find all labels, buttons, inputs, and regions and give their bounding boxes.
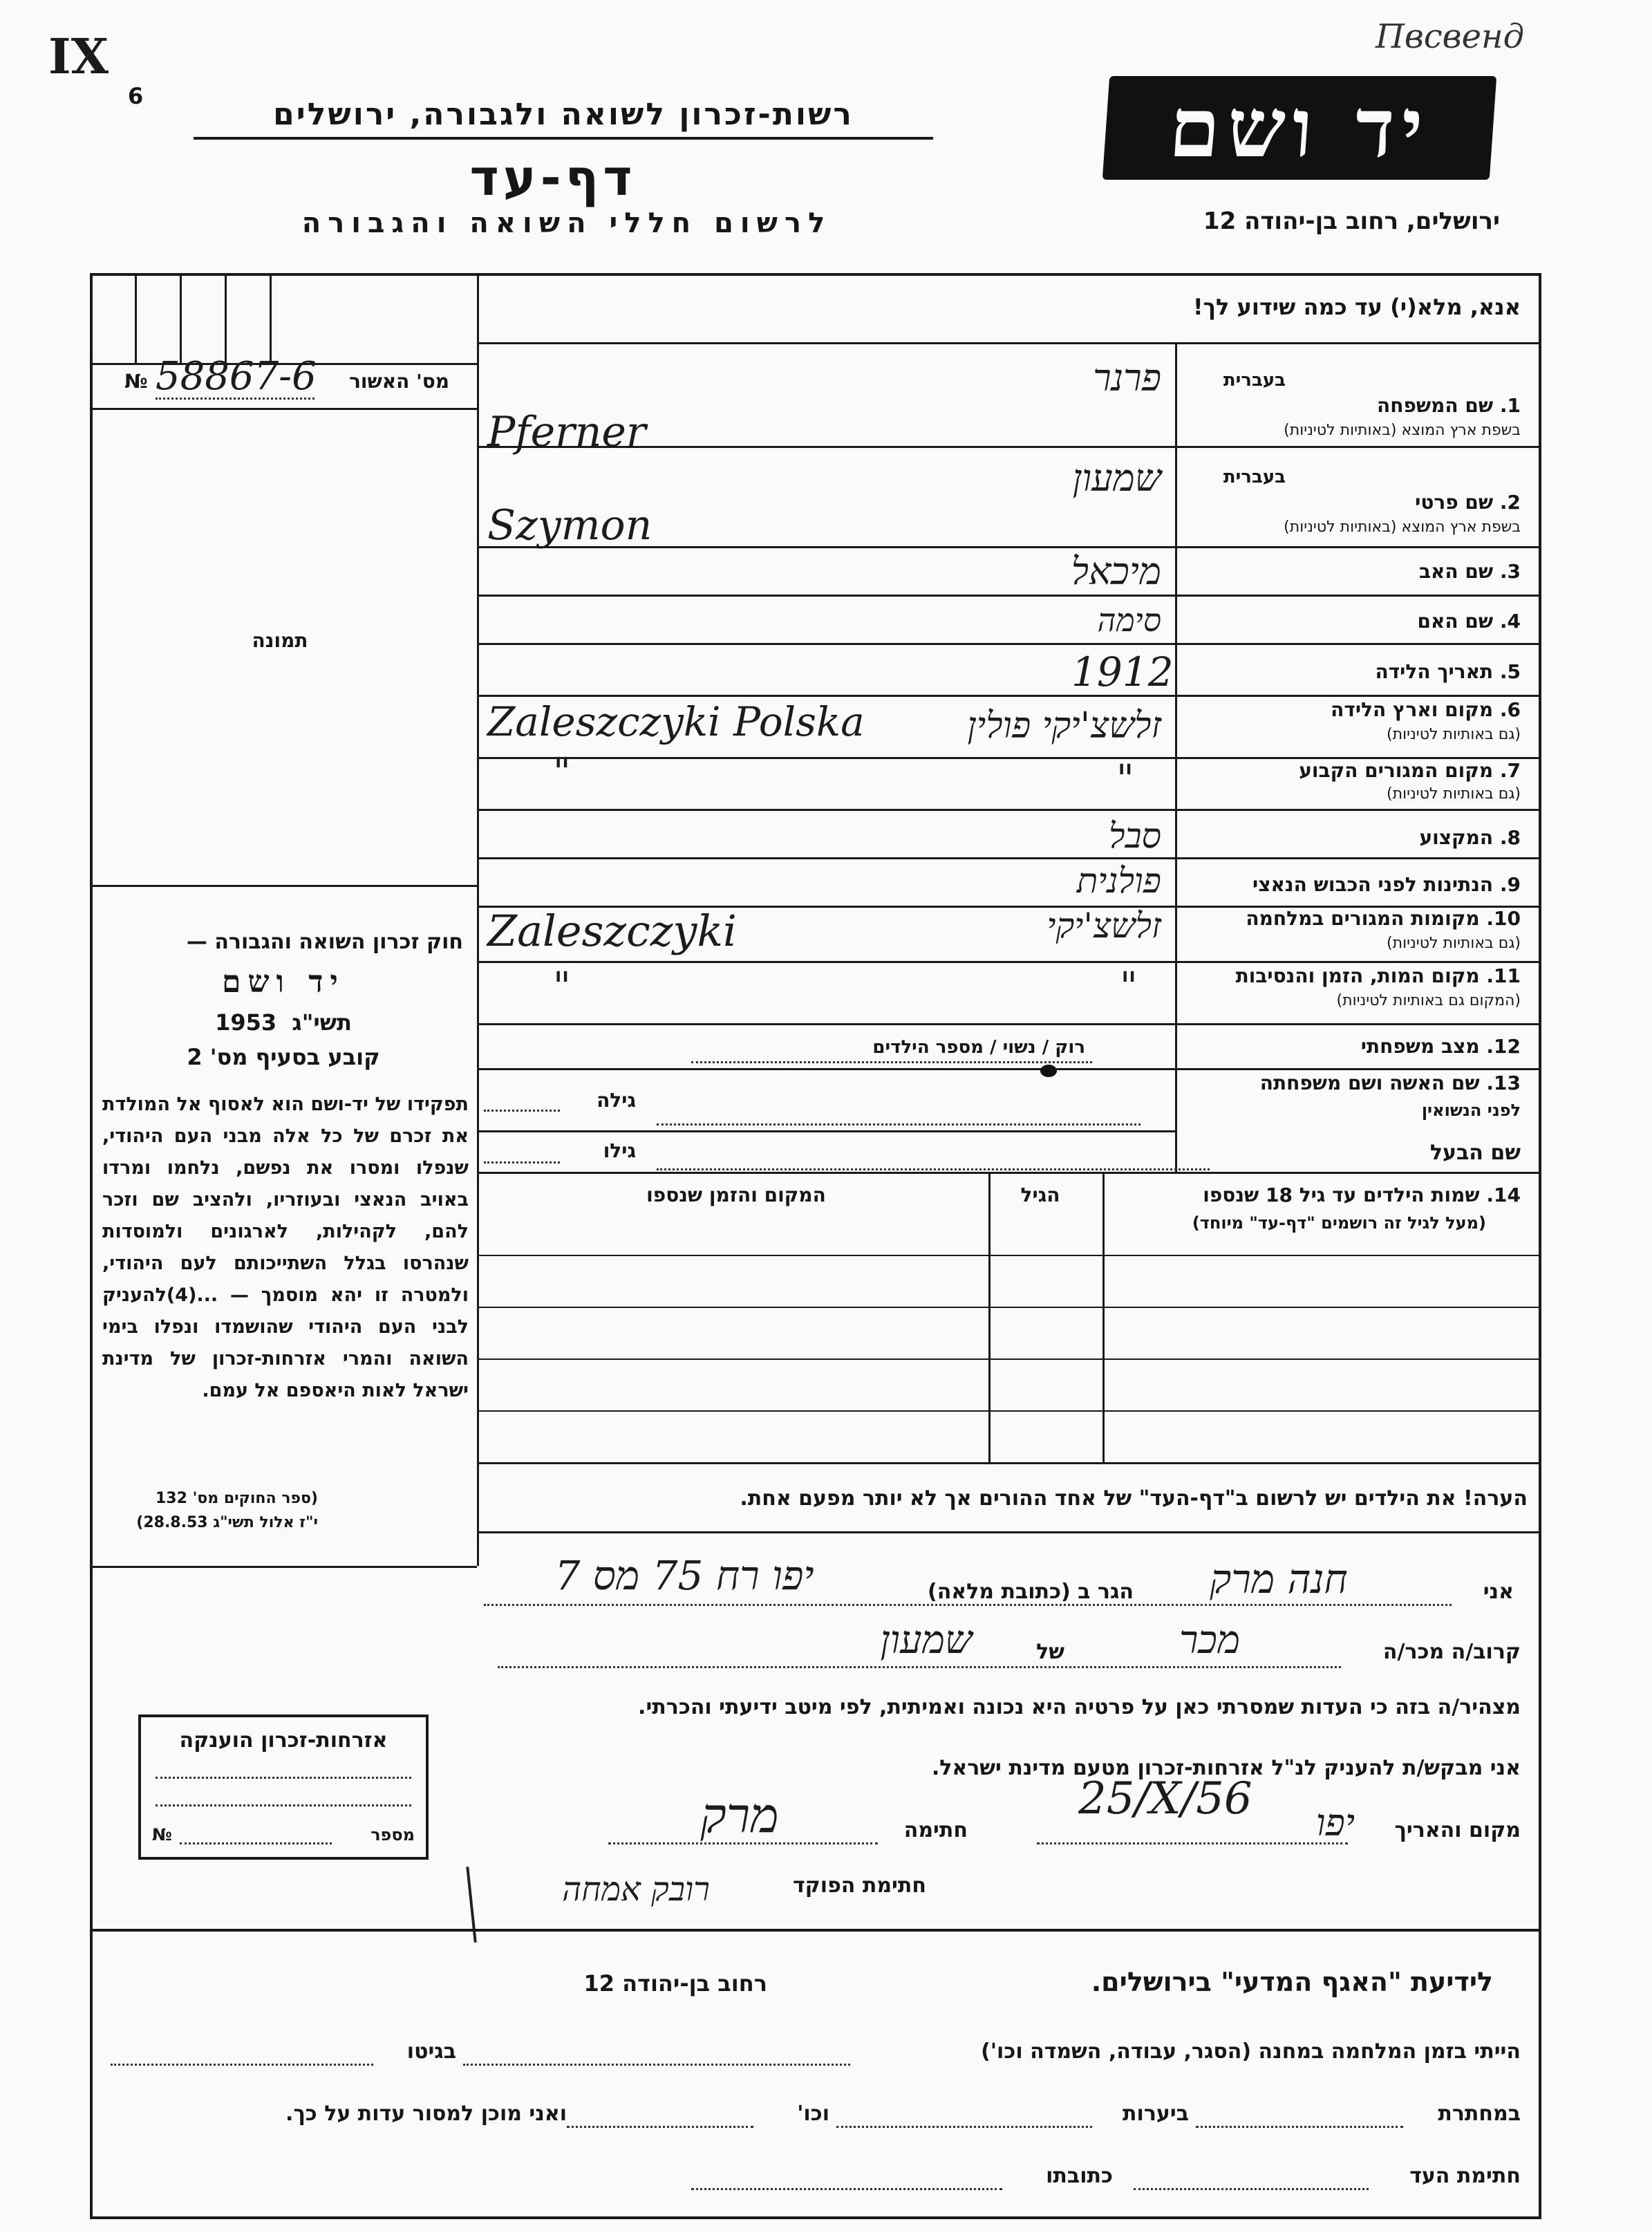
declarant-name: חנה מרק xyxy=(1210,1555,1348,1603)
photo-label: תמונה xyxy=(252,629,308,652)
husband-name-dotted xyxy=(657,1168,1210,1170)
declarant-address: יפו רח 75 מס 7 xyxy=(554,1552,814,1599)
law-year-hebrew: תשי"ג xyxy=(292,1009,352,1036)
field-12-num: 12. xyxy=(1486,1035,1521,1058)
field-11-ditto-a: " xyxy=(1120,964,1138,1009)
law-ref-1: (ספר החוקים מס' 132 xyxy=(155,1490,318,1507)
citizenship-dotted xyxy=(156,1777,411,1779)
hebrew-tag-1: בעברית xyxy=(1223,370,1286,391)
witness-sig-dotted xyxy=(1134,2188,1369,2190)
authority-name: רשות-זכרון לשואה ולגבורה, ירושלים xyxy=(273,97,854,132)
children-note: (מעל לגיל זה רושמים "דף-עד" מיוחד) xyxy=(1192,1213,1486,1233)
id-box-tick xyxy=(135,273,137,363)
field-6-label xyxy=(1189,698,1521,721)
approval-dotted xyxy=(156,398,315,400)
field-10-sub: (גם באותיות לטיניות) xyxy=(1387,935,1521,952)
rule xyxy=(477,1068,1541,1070)
rule xyxy=(477,643,1541,645)
top-right-stamp: Пвсвенд xyxy=(1376,17,1525,56)
signature-dotted xyxy=(608,1842,878,1844)
field-7-sub: (גם באותיות לטיניות) xyxy=(1387,785,1521,803)
field-9-num: 9. xyxy=(1499,873,1521,896)
of-name-value: שמעון xyxy=(880,1618,973,1663)
field-5-label xyxy=(1189,660,1521,683)
field-12-text: מצב משפחתי xyxy=(1360,1035,1480,1058)
id-box-tick xyxy=(180,273,182,363)
citizenship-dotted xyxy=(156,1804,411,1806)
bottom-address: רחוב בן-יהודה 12 xyxy=(583,1970,767,1997)
field-8-text: המקצוע xyxy=(1419,826,1494,849)
signature-label: חתימה xyxy=(903,1818,968,1842)
rule xyxy=(477,1462,1541,1464)
field-6-sub: (גם באותיות לטיניות) xyxy=(1387,726,1521,743)
logo-text: יד ושם xyxy=(1166,80,1433,176)
field-3-label xyxy=(1189,560,1521,583)
age-header: הגיל xyxy=(1020,1184,1060,1206)
corner-mark: IX xyxy=(48,28,109,85)
field-1-value-latin: Pferner xyxy=(487,408,646,456)
field-9-text: הנתינות לפני הכבוש הנאצי xyxy=(1252,873,1494,896)
field-1-num: 1. xyxy=(1499,394,1521,417)
law-logo: יד ושם xyxy=(222,964,345,1000)
rule xyxy=(477,695,1541,697)
camp-dotted xyxy=(463,2064,850,2066)
rule xyxy=(90,885,477,887)
field-1-text: שם המשפחה xyxy=(1377,394,1494,417)
field-7-label xyxy=(1189,759,1521,782)
relation-dotted xyxy=(498,1666,1341,1668)
rule xyxy=(477,342,1541,344)
field-11-ditto-b: " xyxy=(553,964,571,1009)
field-8-label xyxy=(1189,826,1521,849)
husband-label: שם הבעל xyxy=(1429,1141,1521,1165)
field-12-label xyxy=(1189,1035,1521,1058)
citizenship-num-dotted xyxy=(180,1842,332,1844)
place-header: המקום והזמן שנספו xyxy=(646,1184,826,1206)
rule xyxy=(477,1023,1541,1025)
field-9-label xyxy=(1179,873,1521,896)
boy-age-label: גילו xyxy=(603,1139,636,1162)
children-num: 14. xyxy=(1486,1184,1521,1206)
bottom-title: לידיעת "האגף המדעי" בירושלים. xyxy=(1091,1967,1493,1997)
field-13-text: שם האשה ושם משפחתה xyxy=(1259,1072,1480,1094)
date-value: 25/X/56 xyxy=(1078,1773,1252,1824)
field-2-value-hebrew: שמעון xyxy=(1072,456,1161,500)
relation-value: מכר xyxy=(1179,1618,1241,1663)
address-dotted xyxy=(484,1604,1452,1606)
hebrew-tag-2: בעברית xyxy=(1223,467,1286,487)
field-12-options: רוק / נשוי / מספר הילדים xyxy=(872,1037,1085,1058)
underground-dotted xyxy=(1196,2126,1403,2128)
decl-living-at: הגר ב (כתובת מלאה) xyxy=(927,1580,1134,1604)
rule xyxy=(477,857,1541,859)
rule xyxy=(477,809,1541,811)
field-4-num: 4. xyxy=(1499,610,1521,633)
bottom-line1-b: בגיטו xyxy=(406,2039,456,2064)
field-11-label xyxy=(1179,964,1521,987)
witness-address-dotted xyxy=(691,2188,1002,2190)
ghetto-dotted xyxy=(111,2064,373,2066)
decl-relative: קרוב/ה מכר/ה xyxy=(1382,1640,1521,1664)
rule xyxy=(477,961,1541,963)
citizenship-num-mark: № xyxy=(152,1825,172,1844)
field-11-num: 11. xyxy=(1486,964,1521,987)
field-7-text: מקום המגורים הקבוע xyxy=(1299,759,1494,782)
field-2-value-latin: Szymon xyxy=(487,501,653,550)
field-3-text: שם האב xyxy=(1418,560,1494,583)
rule xyxy=(90,408,477,410)
children-row xyxy=(477,1358,1541,1360)
field-10-label xyxy=(1179,907,1521,930)
field-5-num: 5. xyxy=(1499,660,1521,683)
date-dotted xyxy=(1037,1842,1348,1844)
field-8-num: 8. xyxy=(1499,826,1521,849)
field-4-label xyxy=(1189,610,1521,633)
field-6-value-latin: Zaleszczyki Polska xyxy=(487,698,865,745)
bottom-line2-a: במחתרת xyxy=(1438,2102,1521,2126)
law-section: קובע בסעיף מס' 2 xyxy=(187,1044,380,1070)
signature-value: מרק xyxy=(700,1787,779,1844)
place-value: יפו xyxy=(1315,1801,1355,1844)
bottom-line2-b: ביערות xyxy=(1123,2102,1189,2126)
citizenship-title: אזרחות-זכרון הוענקה xyxy=(179,1728,388,1753)
field-10-value-latin: Zaleszczyki xyxy=(487,906,737,956)
bottom-line3-b: כתובתו xyxy=(1046,2164,1113,2188)
id-box-tick xyxy=(270,273,272,363)
children-row xyxy=(477,1410,1541,1412)
forests-dotted xyxy=(836,2126,1092,2128)
field-2-text: שם פרטי xyxy=(1415,491,1494,514)
children-col-2 xyxy=(1102,1172,1105,1462)
left-column-divider xyxy=(477,273,479,1566)
place-date-label: מקום והאריך xyxy=(1394,1818,1521,1842)
bottom-line3-a: חתימת העד xyxy=(1409,2164,1521,2188)
office-address: ירושלים, רחוב בן-יהודה 12 xyxy=(1203,207,1500,235)
field-12-ink-dot xyxy=(1040,1065,1057,1077)
bottom-divider xyxy=(90,1929,1541,1932)
children-title-text: שמות הילדים עד גיל 18 שנספו xyxy=(1203,1184,1480,1206)
decl-ani: אני xyxy=(1483,1580,1514,1604)
form-title: דף-עד xyxy=(469,149,637,207)
children-row xyxy=(477,1255,1541,1256)
field-4-value: סימה xyxy=(1097,601,1161,639)
field-7-ditto-b: " xyxy=(553,750,571,795)
bottom-line2-c: וכו' xyxy=(797,2102,829,2126)
field-13-sub: לפני הנשואין xyxy=(1421,1101,1521,1120)
wife-name-dotted xyxy=(657,1123,1141,1125)
officer-label: חתימת הפוקד xyxy=(793,1874,926,1898)
rule xyxy=(477,1172,1541,1174)
corner-small-mark: 6 xyxy=(128,83,144,109)
citizenship-num-label: מספר xyxy=(370,1825,415,1844)
law-title: חוק זכרון השואה והגבורה — xyxy=(186,930,463,954)
rule xyxy=(90,1566,477,1568)
approval-no-mark: № xyxy=(124,370,148,393)
rule xyxy=(477,1130,1175,1132)
field-3-num: 3. xyxy=(1499,560,1521,583)
rule xyxy=(477,1531,1541,1533)
field-9-value: פולנית xyxy=(1076,861,1161,901)
officer-signature: רובק אמחה xyxy=(562,1870,710,1909)
etc-dotted xyxy=(567,2126,753,2128)
boy-age-dotted xyxy=(484,1161,560,1164)
field-7-ditto-a: " xyxy=(1116,757,1134,802)
field-1-sub: בשפת ארץ המוצא (באותיות לטיניות) xyxy=(1284,422,1521,439)
field-12-dotted xyxy=(691,1061,1092,1063)
field-3-value: מיכאל xyxy=(1071,550,1161,593)
field-13-num: 13. xyxy=(1486,1072,1521,1094)
field-2-num: 2. xyxy=(1499,491,1521,514)
intro-text: אנא, מלא(י) עד כמה שידוע לך! xyxy=(1192,294,1521,320)
field-13-label xyxy=(1179,1072,1521,1094)
field-1-value-hebrew: פרנר xyxy=(1093,356,1161,400)
field-2-label xyxy=(1189,491,1521,514)
field-10-num: 10. xyxy=(1486,907,1521,930)
field-8-value: סבל xyxy=(1109,816,1161,856)
law-text: תפקידו של יד-ושם הוא לאסוף אל המולדת את זכרם של כל אלה מבני העם היהודי, שנפלו ומסרו את נפשם, נלחמו ומרדו באויב הנאצי ובעוזריו, ולהציב שם וזכר להם, לקהילות, לארגונים ולמוסדות שנהרסו בגלל השתייכותם לעם היהודי, ולמטרה זו יהא מוסמך — ...(4)להעניק לבני העם היהודי שהושמדו ונפלו בימי השואה והמרי אזרחות-זכרון של מדינת ישראל לאות היאספם אל עמם. xyxy=(102,1094,469,1401)
field-11-text: מקום המות, הזמן והנסיבות xyxy=(1235,964,1480,987)
field-10-value-hebrew: זלשצ'יקי xyxy=(1046,906,1161,946)
girl-age-label: גילה xyxy=(597,1089,636,1112)
field-5-value: 1912 xyxy=(1071,648,1174,695)
field-4-text: שם האם xyxy=(1417,610,1494,633)
law-year-number: 1953 xyxy=(215,1009,277,1036)
authority-underline xyxy=(194,137,933,140)
field-1-label xyxy=(1189,394,1521,417)
girl-age-dotted xyxy=(484,1110,560,1112)
form-subtitle: לרשום חללי השואה והגבורה xyxy=(301,207,832,239)
decl-of: של xyxy=(1036,1640,1064,1664)
bottom-line2-d: ואני מוכן למסור עדות על כך. xyxy=(285,2102,567,2126)
yad-vashem-logo xyxy=(1102,76,1496,180)
approval-label: מס' האשור xyxy=(349,370,449,393)
children-col-1 xyxy=(988,1172,991,1462)
children-title xyxy=(1120,1184,1521,1206)
id-box-tick xyxy=(225,273,227,363)
field-6-text: מקום וארץ הלידה xyxy=(1331,698,1494,721)
law-year xyxy=(138,1009,429,1036)
remark: הערה! את הילדים יש לרשום ב"דף-העד" של אחד ההורים אך לא יותר מפעם אחת. xyxy=(740,1486,1528,1511)
law-ref-2: י"ז אלול תשי"ג 28.8.53) xyxy=(136,1514,318,1531)
field-6-value-hebrew: זלשצ'יקי פולין xyxy=(967,705,1161,747)
decl-request: אני מבקש/ת להעניק לנ"ל אזרחות-זכרון מטעם מדינת ישראל. xyxy=(931,1756,1521,1780)
decl-statement: מצהיר/ה בזה כי העדות שמסרתי כאן על פרטיה היא נכונה ואמיתית, לפי מיטב ידיעתי והכרתי. xyxy=(638,1695,1521,1719)
bottom-line1-a: הייתי בזמן המלחמה במחנה (הסגר, עבודה, השמדה וכו') xyxy=(981,2039,1521,2064)
field-2-sub: בשפת ארץ המוצא (באותיות לטיניות) xyxy=(1284,518,1521,536)
children-row xyxy=(477,1307,1541,1308)
approval-number: 58867-6 xyxy=(156,354,317,399)
field-5-text: תאריך הלידה xyxy=(1375,660,1494,683)
field-11-sub: (המקום גם באותיות לטיניות) xyxy=(1336,992,1521,1009)
field-7-num: 7. xyxy=(1499,759,1521,782)
field-6-num: 6. xyxy=(1499,698,1521,721)
field-10-text: מקומות המגורים במלחמה xyxy=(1246,907,1480,930)
rule xyxy=(477,595,1541,597)
